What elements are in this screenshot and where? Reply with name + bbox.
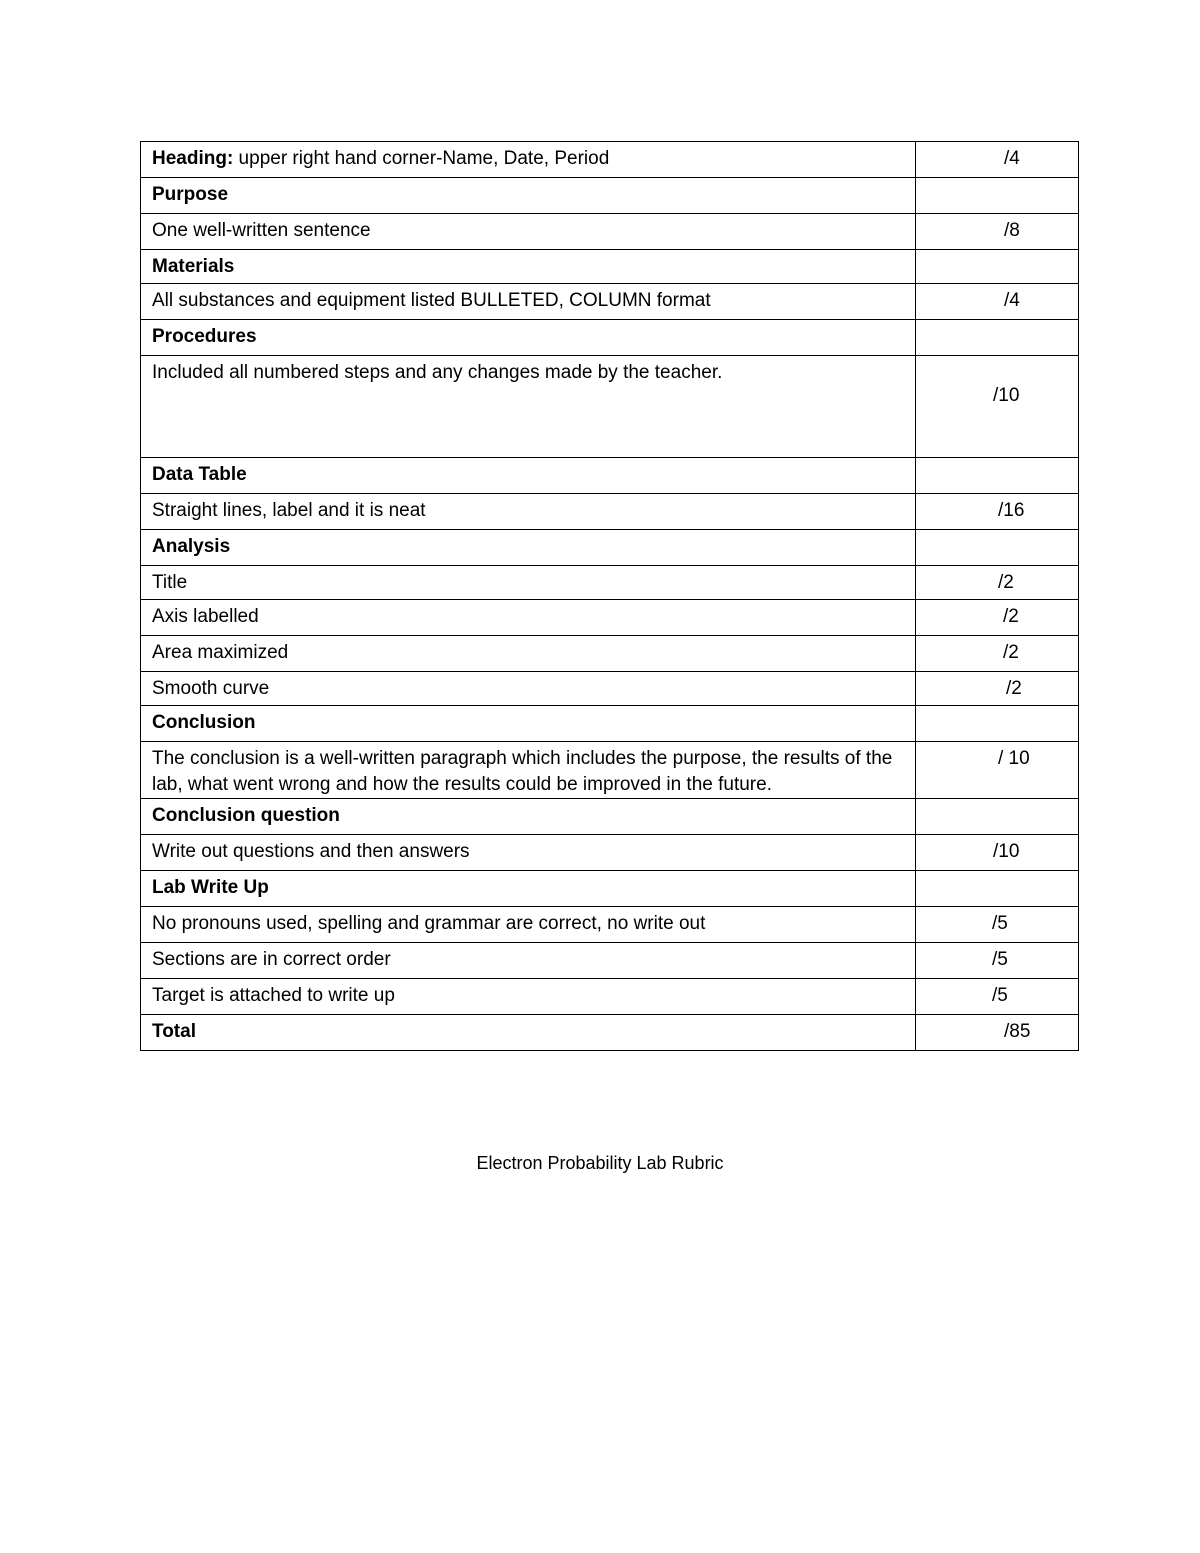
criterion-text: Axis labelled <box>141 600 916 636</box>
points-value: /16 <box>998 500 1025 521</box>
heading-text: upper right hand corner-Name, Date, Period <box>233 148 610 169</box>
points-cell <box>916 214 1079 250</box>
points-cell <box>916 530 1079 566</box>
points-cell <box>916 458 1079 494</box>
points-value: /10 <box>993 841 1020 862</box>
section-header-materials <box>141 250 1079 284</box>
points-value: /2 <box>1006 678 1022 699</box>
points-cell <box>916 320 1079 356</box>
points-cell <box>916 706 1079 742</box>
points-cell <box>916 600 1079 636</box>
points-cell <box>916 178 1079 214</box>
criterion-text: Target is attached to write up <box>141 979 916 1015</box>
points-cell <box>916 979 1079 1015</box>
points-value: / 10 <box>998 748 1030 769</box>
points-value: /8 <box>1004 220 1020 241</box>
criterion-text: Included all numbered steps and any changes made by the teacher. <box>141 356 916 458</box>
points-value: /5 <box>992 985 1008 1006</box>
points-cell <box>916 250 1079 284</box>
points-cell <box>916 142 1079 178</box>
points-value: /10 <box>993 385 1020 406</box>
rubric-row-purpose <box>141 214 1079 250</box>
section-header-lab-write-up <box>141 871 1079 907</box>
points-cell <box>916 742 1079 799</box>
section-title: Procedures <box>141 320 916 356</box>
points-value: /5 <box>992 949 1008 970</box>
document-caption: Electron Probability Lab Rubric <box>476 1153 724 1173</box>
points-cell <box>916 1015 1079 1051</box>
rubric-row-conclusion-question <box>141 835 1079 871</box>
section-header-conclusion <box>141 706 1079 742</box>
points-value: /5 <box>992 913 1008 934</box>
heading-label: Heading: <box>152 148 234 169</box>
section-header-data-table <box>141 458 1079 494</box>
rubric-row-analysis-area <box>141 636 1079 672</box>
section-header-conclusion-question <box>141 799 1079 835</box>
rubric-row-data-table <box>141 494 1079 530</box>
points-cell <box>916 799 1079 835</box>
points-value: /2 <box>1003 606 1019 627</box>
points-cell <box>916 943 1079 979</box>
rubric-row-lab-pronouns <box>141 907 1079 943</box>
criterion-text: Write out questions and then answers <box>141 835 916 871</box>
heading-points: /4 <box>1004 148 1020 169</box>
points-value: /2 <box>998 572 1014 593</box>
rubric-row-materials <box>141 284 1079 320</box>
criterion-cell <box>141 142 916 178</box>
rubric-table <box>140 141 1079 1051</box>
rubric-row-lab-target <box>141 979 1079 1015</box>
points-value: /4 <box>1004 290 1020 311</box>
points-cell <box>916 356 1079 458</box>
criterion-text: Sections are in correct order <box>141 943 916 979</box>
section-title: Analysis <box>141 530 916 566</box>
section-title: Conclusion question <box>141 799 916 835</box>
points-cell <box>916 494 1079 530</box>
points-cell <box>916 871 1079 907</box>
criterion-text: One well-written sentence <box>141 214 916 250</box>
points-cell <box>916 672 1079 706</box>
section-header-purpose <box>141 178 1079 214</box>
rubric-row-lab-order <box>141 943 1079 979</box>
rubric-row-analysis-axis <box>141 600 1079 636</box>
section-header-procedures <box>141 320 1079 356</box>
total-points: /85 <box>1004 1021 1031 1042</box>
section-title: Lab Write Up <box>141 871 916 907</box>
section-title: Purpose <box>141 178 916 214</box>
points-cell <box>916 636 1079 672</box>
rubric-row-heading <box>141 142 1079 178</box>
criterion-text: Area maximized <box>141 636 916 672</box>
section-title: Conclusion <box>141 706 916 742</box>
points-cell <box>916 284 1079 320</box>
points-cell <box>916 835 1079 871</box>
points-value: /2 <box>1003 642 1019 663</box>
total-label: Total <box>141 1015 916 1051</box>
rubric-row-analysis-title <box>141 566 1079 600</box>
points-cell <box>916 907 1079 943</box>
rubric-row-total <box>141 1015 1079 1051</box>
criterion-text: Straight lines, label and it is neat <box>141 494 916 530</box>
criterion-text: The conclusion is a well-written paragraph which includes the purpose, the results of the lab, what went wrong and how the results could be improved in the future. <box>141 742 916 799</box>
criterion-text: All substances and equipment listed BULLETED, COLUMN format <box>141 284 916 320</box>
rubric-row-procedures <box>141 356 1079 458</box>
section-title: Data Table <box>141 458 916 494</box>
rubric-row-conclusion <box>141 742 1079 799</box>
criterion-text: Smooth curve <box>141 672 916 706</box>
rubric-row-analysis-curve <box>141 672 1079 706</box>
criterion-text: Title <box>141 566 916 600</box>
section-title: Materials <box>141 250 916 284</box>
points-cell <box>916 566 1079 600</box>
section-header-analysis <box>141 530 1079 566</box>
criterion-text: No pronouns used, spelling and grammar are correct, no write out <box>141 907 916 943</box>
